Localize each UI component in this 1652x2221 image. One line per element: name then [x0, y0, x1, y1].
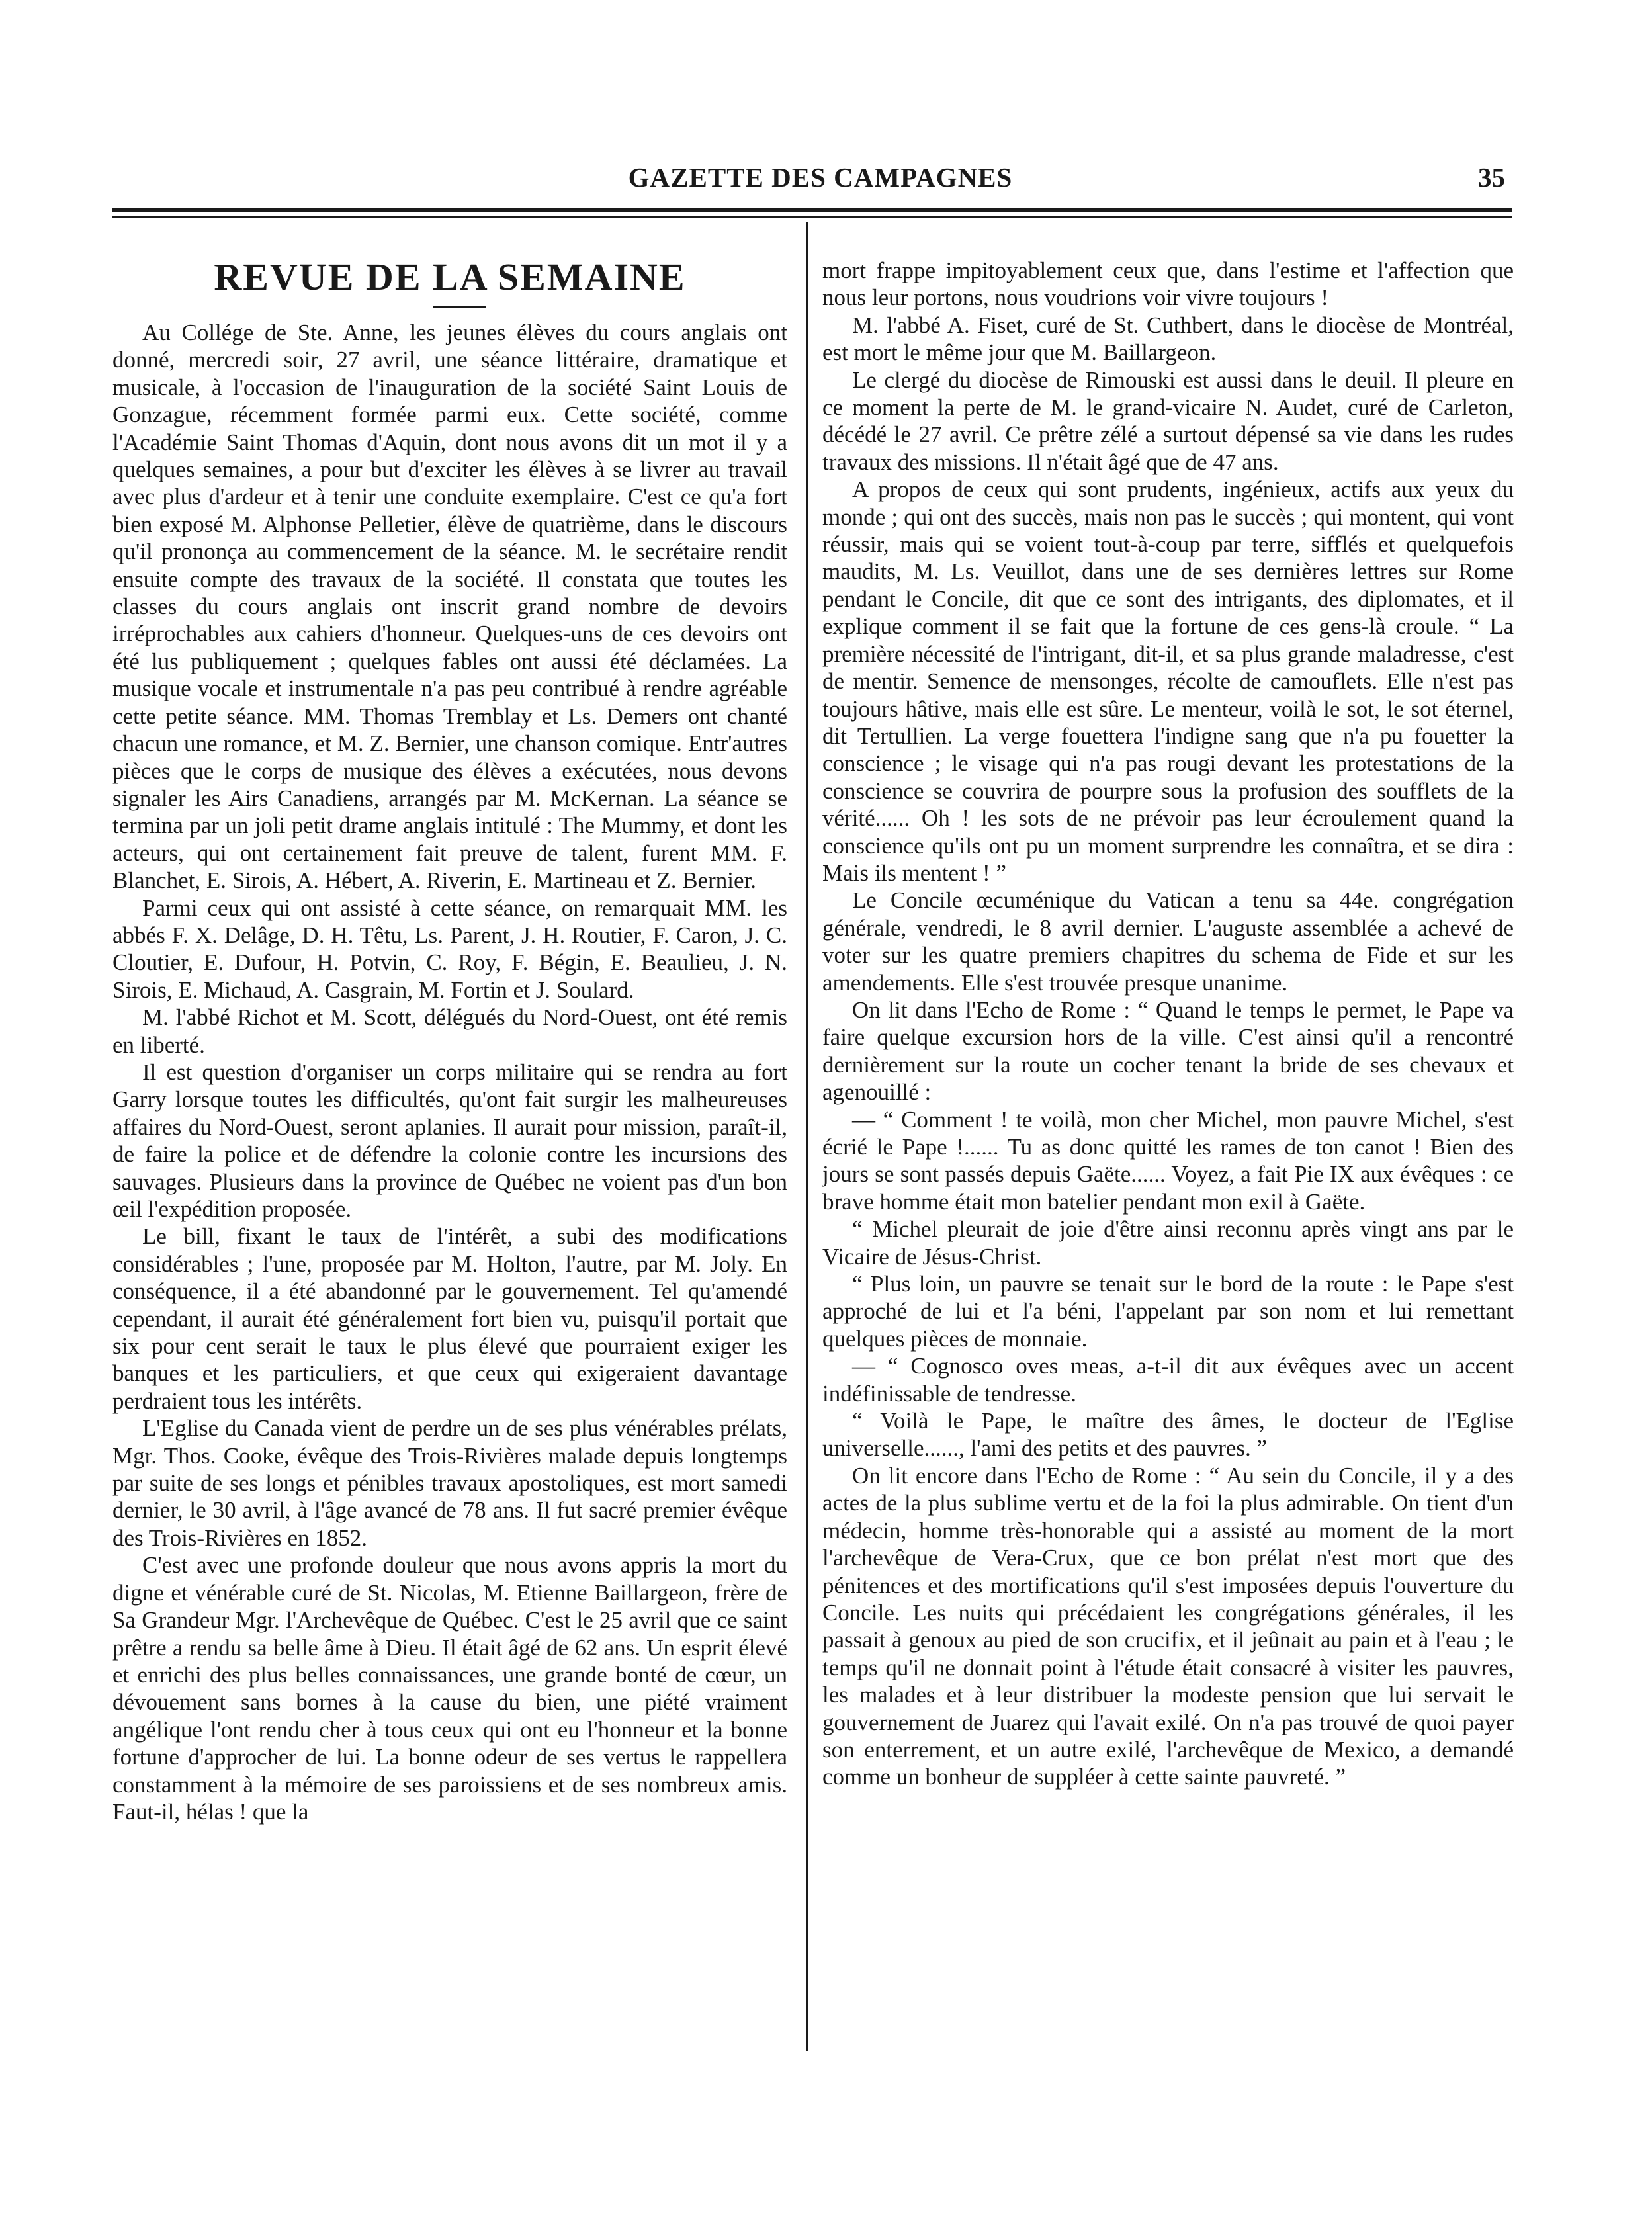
paragraph: Au Collége de Ste. Anne, les jeunes élèves du cours anglais ont donné, mercredi soir, 27 avril, une séance littéraire, dramatique et musicale, à l'occasion de l'inauguration de la société Saint Louis de Gonzague, récemment formée parmi eux. Cette société, comme l'Académie Saint Thomas d'Aquin, dont nous avons dit un mot il y a quelques semaines, a pour but d'exciter les élèves à se livrer au travail avec plus d'ardeur et à tenir une conduite exemplaire. C'est ce qu'a fort bien exposé M. Alphonse Pelletier, élève de quatrième, dans le discours qu'il prononça au commencement de la séance. M. le secrétaire rendit ensuite compte des travaux de la société. Il constata que toutes les classes du cours anglais ont inscrit grand nombre de devoirs irréprochables aux cahiers d'honneur. Quelques-uns de ces devoirs ont été lus publiquement ; quelques fables ont aussi été déclamées. La musique vocale et instrumentale n'a pas peu contribué à rendre agréable cette petite séance. MM. Thomas Tremblay et Ls. Demers ont chanté chacun une romance, et M. Z. Bernier, une chanson comique. Entr'autres pièces que le corps de musique des élèves a exécutées, nous devons signaler les Airs Canadiens, arrangés par M. McKernan. La séance se termina par un joli petit drame anglais intitulé : The Mummy, et dont les acteurs, qui ont certainement fait preuve de talent, furent MM. F. Blanchet, E. Sirois, A. Hébert, A. Riverin, E. Martineau et Z. Bernier.	[112, 320, 787, 894]
paragraph: Il est question d'organiser un corps militaire qui se rendra au fort Garry lorsque toutes les difficultés, qu'ont fait surgir les malheureuses affaires du Nord-Ouest, seront aplanies. Il aurait pour mission, paraît-il, de faire la police et de défendre la colonie contre les incursions des sauvages. Plusieurs dans la province de Québec ne voient pas d'un bon œil l'expédition proposée.	[112, 1059, 787, 1222]
section-heading: REVUE DE LA SEMAINE	[214, 255, 686, 298]
paragraph: M. l'abbé Richot et M. Scott, délégués du Nord-Ouest, ont été remis en liberté.	[112, 1004, 787, 1058]
paragraph: M. l'abbé A. Fiset, curé de St. Cuthbert, dans le diocèse de Montréal, est mort le même jour que M. Baillargeon.	[822, 312, 1514, 366]
paragraph: Le Concile œcuménique du Vatican a tenu sa 44e. congrégation générale, vendredi, le 8 avril dernier. L'auguste assemblée a achevé de voter sur les quatre premiers chapitres du schema de Fide et sur les amendements. Elle s'est trouvée presque unanime.	[822, 887, 1514, 996]
heading-rule	[433, 306, 486, 308]
paragraph: On lit encore dans l'Echo de Rome : “ Au sein du Concile, il y a des actes de la plus sublime vertu et de la foi la plus admirable. On tient d'un médecin, homme très-honorable qui a assisté au moment de la mort l'archevêque de Vera-Crux, que ce bon prélat n'est mort que des pénitences et des mortifications qu'il s'est imposées depuis l'ouverture du Concile. Les nuits qui précédaient les congrégations générales, il les passait à genoux au pied de son crucifix, et il jeûnait au pain et à l'eau ; le temps qu'il ne donnait point à l'étude était consacré à visiter les pauvres, les malades et à leur distribuer la modeste pension que lui servait le gouvernement de Juarez qui l'avait exilé. On n'a pas trouvé de quoi payer son enterrement, et un autre exilé, l'archevêque de Mexico, a demandé comme un bonheur de suppléer à cette sainte pauvreté. ”	[822, 1462, 1514, 1790]
paragraph: On lit dans l'Echo de Rome : “ Quand le temps le permet, le Pape va faire quelque excursion hors de la ville. C'est ainsi qu'il a rencontré dernièrement sur la route un cocher tenant la bride de ses chevaux et agenouillé :	[822, 996, 1514, 1106]
paragraph: Le clergé du diocèse de Rimouski est aussi dans le deuil. Il pleure en ce moment la perte de M. le grand-vicaire N. Audet, curé de Carleton, décédé le 27 avril. Ce prêtre zélé a surtout dépensé sa vie dans les rudes travaux des missions. Il n'était âgé que de 47 ans.	[822, 367, 1514, 475]
paragraph: Le bill, fixant le taux de l'intérêt, a subi des modifications considérables ; l'une, proposée par M. Holton, l'autre, par M. Joly. En conséquence, il a été abandonné par le gouvernement. Tel qu'amendé cependant, il aurait été généralement fort bien vu, puisqu'il portait que six pour cent serait le taux le plus élevé que pourraient exiger les banques et les particuliers, et que ceux qui exigeraient davantage perdraient tous les intérêts.	[112, 1223, 787, 1414]
paragraph: “ Voilà le Pape, le maître des âmes, le docteur de l'Eglise universelle......, l'ami des petits et des pauvres. ”	[822, 1408, 1514, 1461]
right-column	[822, 257, 1514, 2043]
header-rule-thin	[112, 216, 1512, 218]
paragraph: A propos de ceux qui sont prudents, ingénieux, actifs aux yeux du monde ; qui ont des succès, mais non pas le succès ; qui montent, qui vont réussir, mais qui se voient tout-à-coup par terre, sifflés et quelquefois maudits, M. Ls. Veuillot, dans une de ses dernières lettres sur Rome pendant le Concile, dit que ce sont des intrigants, des diplomates, et il explique comment il se fait que la fortune de ces gens-là croule. “ La première nécessité de l'intrigant, dit-il, et sa plus grande maladresse, c'est de mentir. Semence de mensonges, récolte de camouflets. Elle n'est pas toujours hâtive, mais elle est sûre. Le menteur, voilà le sot, le sot éternel, dit Tertullien. La verge fouettera l'indigne sang que n'a pu fouetter la conscience ; le visage qui n'a pas rougi devant les protestations de la conscience se couvrira de pourpre sous la profusion des soufflets de la vérité...... Oh ! les sots de ne prévoir pas leur écroulement quand la conscience qu'ils ont pu un moment surprendre les connaîtra, et se dira : Mais ils mentent ! ”	[822, 476, 1514, 886]
column-separator	[806, 222, 808, 2051]
paragraph: “ Michel pleurait de joie d'être ainsi reconnu après vingt ans par le Vicaire de Jésus-Christ.	[822, 1216, 1514, 1270]
paragraph: — “ Cognosco oves meas, a-t-il dit aux évêques avec un accent indéfinissable de tendresse.	[822, 1353, 1514, 1407]
paragraph: — “ Comment ! te voilà, mon cher Michel, mon pauvre Michel, s'est écrié le Pape !...... Tu as donc quitté les rames de ton canot ! Bien des jours se sont passés depuis Gaëte...... Voyez, a fait Pie IX aux évêques : ce brave homme était mon batelier pendant mon exil à Gaëte.	[822, 1106, 1514, 1215]
paragraph: C'est avec une profonde douleur que nous avons appris la mort du digne et vénérable curé de St. Nicolas, M. Etienne Baillargeon, frère de Sa Grandeur Mgr. l'Archevêque de Québec. C'est le 25 avril que ce saint prêtre a rendu sa belle âme à Dieu. Il était âgé de 62 ans. Un esprit élevé et enrichi des plus belles connaissances, une grande bonté de cœur, un dévouement sans bornes à la cause du bien, une piété vraiment angélique l'ont rendu cher à tous ceux qui ont eu l'honneur et la bonne fortune d'approcher de lui. La bonne odeur de ses vertus le rappellera constamment à la mémoire de ses paroissiens et de ses nombreux amis. Faut-il, hélas ! que la	[112, 1552, 787, 1825]
paragraph: “ Plus loin, un pauvre se tenait sur le bord de la route : le Pape s'est approché de lui et l'a béni, l'appelant par son nom et lui remettant quelques pièces de monnaie.	[822, 1271, 1514, 1352]
paragraph: L'Eglise du Canada vient de perdre un de ses plus vénérables prélats, Mgr. Thos. Cooke, évêque des Trois-Rivières malade depuis longtemps par suite de ses longs et pénibles travaux apostoliques, est mort samedi dernier, le 30 avril, à l'âge avancé de 78 ans. Il fut sacré premier évêque des Trois-Rivières en 1852.	[112, 1415, 787, 1551]
page-number: 35	[1478, 162, 1505, 193]
left-column	[112, 319, 787, 2052]
header-rule-thick	[112, 208, 1512, 212]
paragraph: mort frappe impitoyablement ceux que, dans l'estime et l'affection que nous leur portons, nous voudrions voir vivre toujours !	[822, 257, 1514, 311]
page-header-title: GAZETTE DES CAMPAGNES	[628, 162, 1013, 193]
paragraph: Parmi ceux qui ont assisté à cette séance, on remarquait MM. les abbés F. X. Delâge, D. H. Têtu, Ls. Parent, J. H. Routier, F. Caron, J. C. Cloutier, E. Dufour, H. Potvin, C. Roy, F. Bégin, E. Beaulieu, J. N. Sirois, E. Michaud, A. Casgrain, M. Fortin et J. Soulard.	[112, 894, 787, 1003]
